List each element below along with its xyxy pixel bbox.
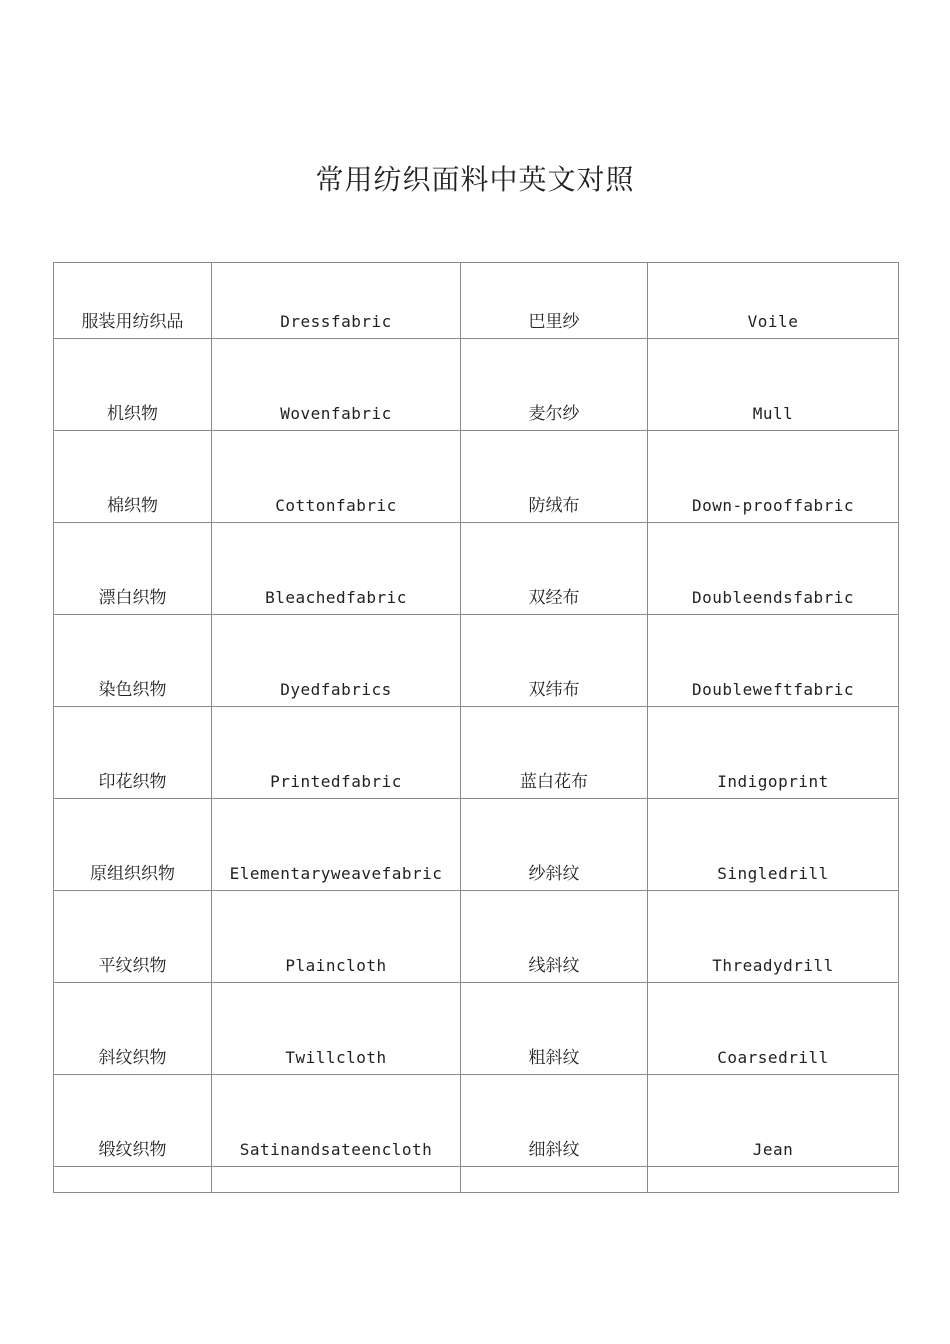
- empty-cell: [54, 1167, 212, 1193]
- english-term-cell: Voile: [648, 263, 899, 339]
- empty-cell: [461, 1167, 648, 1193]
- english-term-cell: Mull: [648, 339, 899, 431]
- english-term-cell: Elementaryweavefabric: [212, 799, 461, 891]
- english-term-cell: Plaincloth: [212, 891, 461, 983]
- chinese-term-cell: 巴里纱: [461, 263, 648, 339]
- empty-cell: [648, 1167, 899, 1193]
- english-term-cell: Singledrill: [648, 799, 899, 891]
- chinese-term-cell: 原组织织物: [54, 799, 212, 891]
- english-term-cell: Coarsedrill: [648, 983, 899, 1075]
- table-row: [54, 891, 899, 983]
- english-term-cell: Indigoprint: [648, 707, 899, 799]
- english-term-cell: Jean: [648, 1075, 899, 1167]
- chinese-term-cell: 斜纹织物: [54, 983, 212, 1075]
- page-title: 常用纺织面料中英文对照: [315, 163, 635, 196]
- table-row: [54, 339, 899, 431]
- english-term-cell: Cottonfabric: [212, 431, 461, 523]
- chinese-term-cell: 双纬布: [461, 615, 648, 707]
- chinese-term-cell: 平纹织物: [54, 891, 212, 983]
- table-row: [54, 263, 899, 339]
- table-row: [54, 615, 899, 707]
- english-term-cell: Twillcloth: [212, 983, 461, 1075]
- chinese-term-cell: 细斜纹: [461, 1075, 648, 1167]
- english-term-cell: Satinandsateencloth: [212, 1075, 461, 1167]
- chinese-term-cell: 纱斜纹: [461, 799, 648, 891]
- empty-cell: [212, 1167, 461, 1193]
- chinese-term-cell: 线斜纹: [461, 891, 648, 983]
- chinese-term-cell: 防绒布: [461, 431, 648, 523]
- english-term-cell: Dyedfabrics: [212, 615, 461, 707]
- chinese-term-cell: 染色织物: [54, 615, 212, 707]
- english-term-cell: Down-prooffabric: [648, 431, 899, 523]
- table-row: [54, 983, 899, 1075]
- chinese-term-cell: 机织物: [54, 339, 212, 431]
- chinese-term-cell: 粗斜纹: [461, 983, 648, 1075]
- table-row: [54, 1075, 899, 1167]
- english-term-cell: Doubleendsfabric: [648, 523, 899, 615]
- empty-table-row: [54, 1167, 899, 1193]
- english-term-cell: Bleachedfabric: [212, 523, 461, 615]
- chinese-term-cell: 服装用纺织品: [54, 263, 212, 339]
- table-row: [54, 431, 899, 523]
- chinese-term-cell: 蓝白花布: [461, 707, 648, 799]
- chinese-term-cell: 缎纹织物: [54, 1075, 212, 1167]
- english-term-cell: Dressfabric: [212, 263, 461, 339]
- table-row: [54, 523, 899, 615]
- table-row: [54, 799, 899, 891]
- english-term-cell: Printedfabric: [212, 707, 461, 799]
- table-row: [54, 707, 899, 799]
- chinese-term-cell: 双经布: [461, 523, 648, 615]
- chinese-term-cell: 漂白织物: [54, 523, 212, 615]
- english-term-cell: Threadydrill: [648, 891, 899, 983]
- chinese-term-cell: 印花织物: [54, 707, 212, 799]
- fabric-glossary-table: [53, 262, 899, 1193]
- chinese-term-cell: 麦尔纱: [461, 339, 648, 431]
- english-term-cell: Wovenfabric: [212, 339, 461, 431]
- english-term-cell: Doubleweftfabric: [648, 615, 899, 707]
- chinese-term-cell: 棉织物: [54, 431, 212, 523]
